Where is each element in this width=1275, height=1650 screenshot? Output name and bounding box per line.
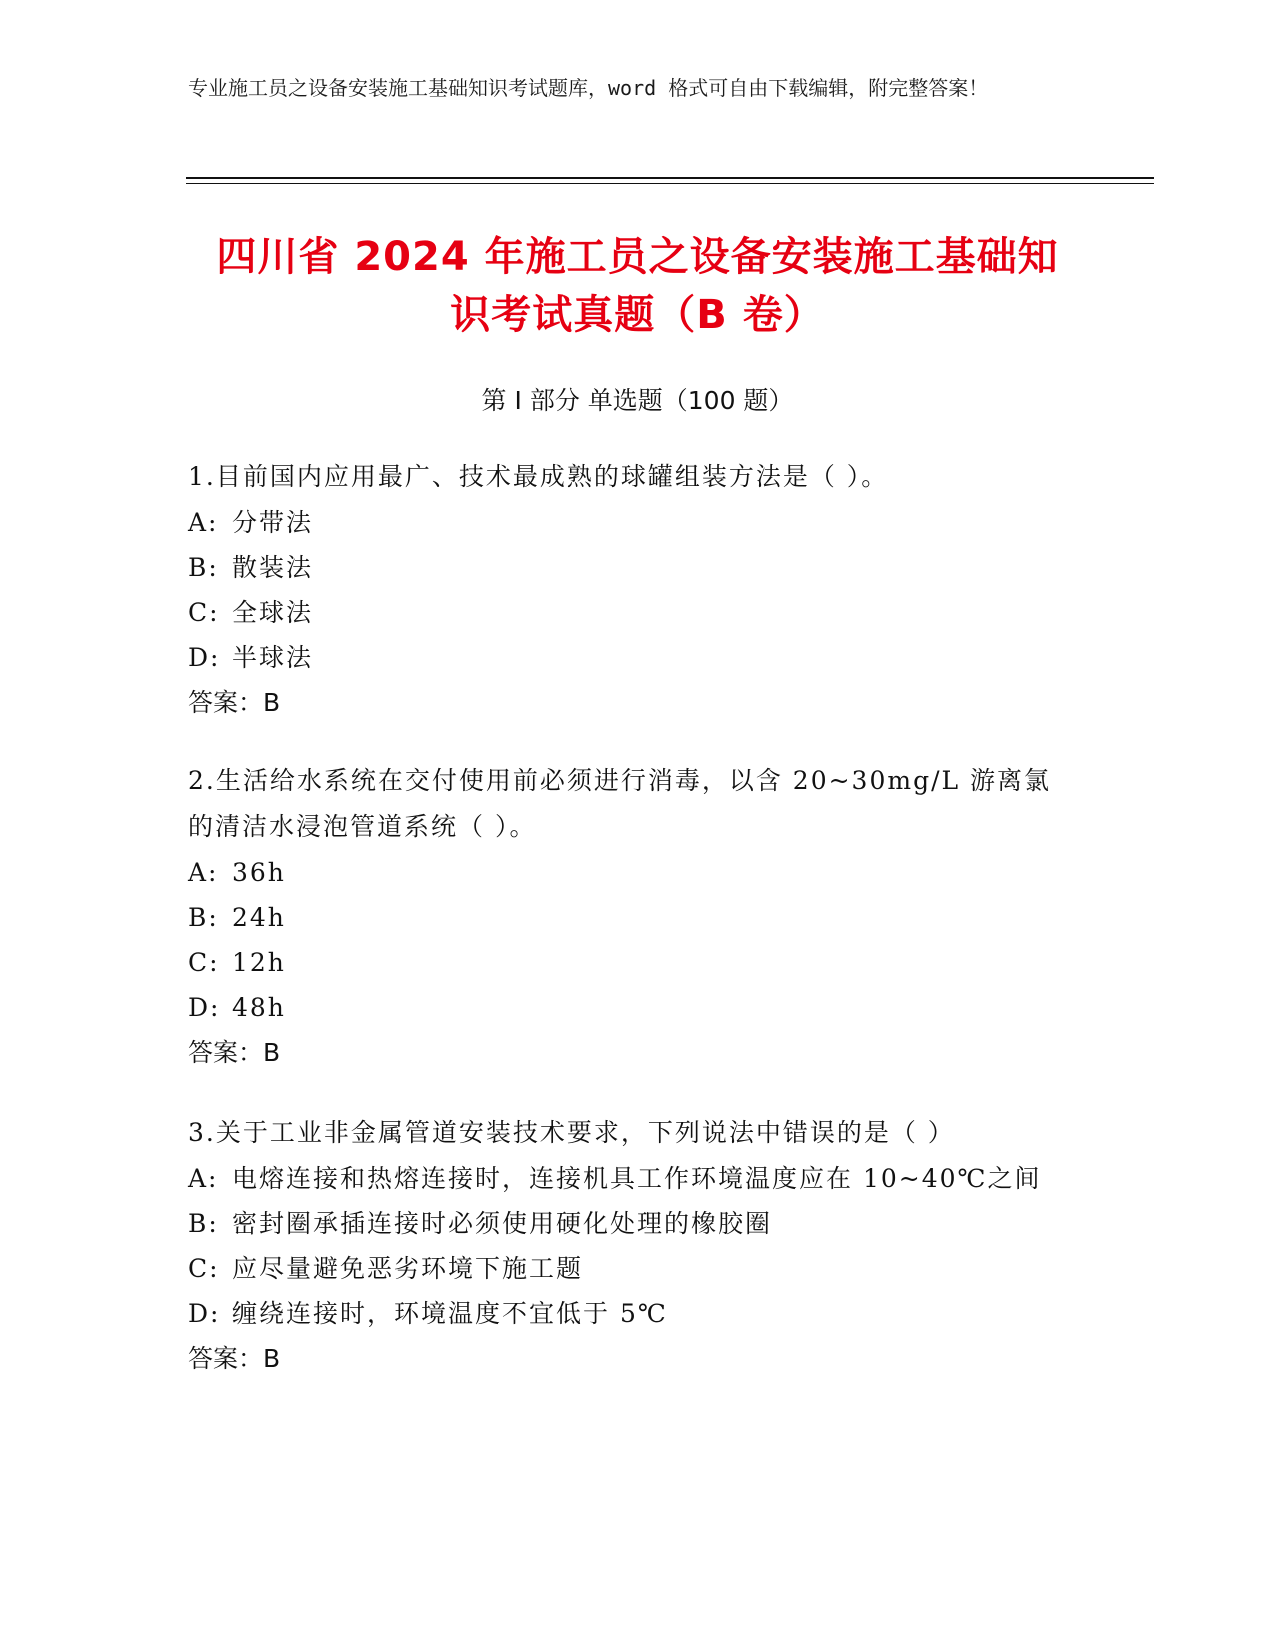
question-stem: 3.关于工业非金属管道安装技术要求，下列说法中错误的是（ ） bbox=[188, 1118, 955, 1147]
option-text: 缠绕连接时，环境温度不宜低于 5℃ bbox=[232, 1299, 668, 1328]
option-letter: D: bbox=[188, 643, 221, 672]
header-rule-thick bbox=[186, 177, 1154, 179]
answer-value: B bbox=[263, 688, 281, 717]
option-b bbox=[188, 895, 1068, 940]
option-c bbox=[188, 940, 1068, 985]
question-stem: 2.生活给水系统在交付使用前必须进行消毒，以含 20~30mg/L 游离氯的清洁水浸泡管道系统（ ）。 bbox=[188, 766, 1052, 841]
option-d bbox=[188, 985, 1068, 1030]
option-a bbox=[188, 850, 1068, 895]
option-letter: A: bbox=[188, 858, 219, 887]
option-text: 48h bbox=[232, 993, 286, 1022]
answer-label: 答案： bbox=[188, 688, 264, 717]
answer-label: 答案： bbox=[188, 1344, 264, 1373]
header-rule-thin bbox=[186, 183, 1154, 184]
option-text: 12h bbox=[232, 948, 286, 977]
option-a bbox=[188, 500, 1068, 545]
document-title-line-2: 识考试真题（B 卷） bbox=[450, 292, 825, 338]
option-d bbox=[188, 1291, 1068, 1336]
option-letter: A: bbox=[188, 508, 219, 537]
option-b bbox=[188, 1201, 1068, 1246]
option-letter: B: bbox=[188, 553, 219, 582]
section-heading: 第 I 部分 单选题（100 题） bbox=[481, 386, 794, 415]
answer-line bbox=[188, 680, 1068, 726]
option-text: 36h bbox=[232, 858, 286, 887]
option-text: 24h bbox=[232, 903, 286, 932]
option-letter: C: bbox=[188, 598, 220, 627]
option-b bbox=[188, 545, 1068, 590]
document-title-line-1: 四川省 2024 年施工员之设备安装施工基础知 bbox=[216, 234, 1059, 280]
option-text: 电熔连接和热熔连接时，连接机具工作环境温度应在 10~40℃之间 bbox=[232, 1164, 1042, 1193]
option-text: 分带法 bbox=[232, 508, 314, 537]
question-3 bbox=[188, 1110, 1068, 1382]
answer-line bbox=[188, 1336, 1068, 1382]
question-2 bbox=[188, 758, 1068, 1076]
answer-line bbox=[188, 1030, 1068, 1076]
option-a bbox=[188, 1156, 1068, 1201]
option-text: 密封圈承插连接时必须使用硬化处理的橡胶圈 bbox=[232, 1209, 773, 1238]
document-title bbox=[170, 228, 1105, 344]
answer-value: B bbox=[263, 1344, 281, 1373]
option-d bbox=[188, 635, 1068, 680]
answer-value: B bbox=[263, 1038, 281, 1067]
option-letter: C: bbox=[188, 1254, 220, 1283]
header-note: 专业施工员之设备安装施工基础知识考试题库，word 格式可自由下载编辑，附完整答案！ bbox=[188, 76, 989, 100]
option-c bbox=[188, 590, 1068, 635]
option-letter: D: bbox=[188, 1299, 221, 1328]
option-letter: A: bbox=[188, 1164, 219, 1193]
option-text: 半球法 bbox=[232, 643, 314, 672]
option-letter: C: bbox=[188, 948, 220, 977]
question-1 bbox=[188, 454, 1068, 726]
option-text: 应尽量避免恶劣环境下施工题 bbox=[232, 1254, 584, 1283]
answer-label: 答案： bbox=[188, 1038, 264, 1067]
option-text: 散装法 bbox=[232, 553, 314, 582]
option-letter: B: bbox=[188, 903, 219, 932]
option-c bbox=[188, 1246, 1068, 1291]
option-letter: B: bbox=[188, 1209, 219, 1238]
question-stem: 1.目前国内应用最广、技术最成熟的球罐组装方法是（ ）。 bbox=[188, 462, 889, 491]
option-text: 全球法 bbox=[232, 598, 314, 627]
option-letter: D: bbox=[188, 993, 221, 1022]
